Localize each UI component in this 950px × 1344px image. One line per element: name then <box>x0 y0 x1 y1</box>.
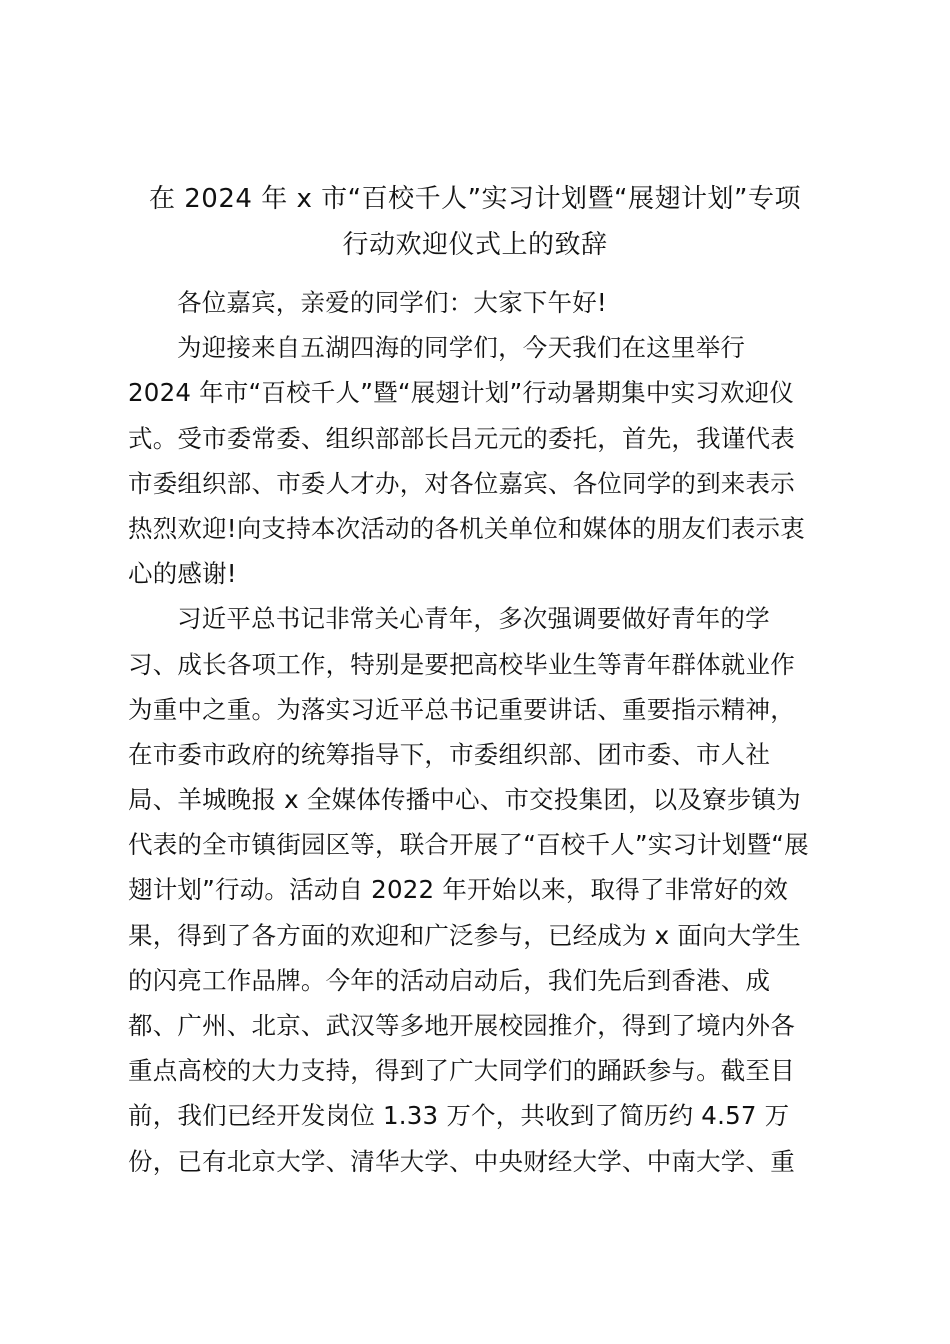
paragraph-line: 热烈欢迎!向支持本次活动的各机关单位和媒体的朋友们表示衷 <box>128 513 805 543</box>
paragraph-line: 代表的全市镇街园区等，联合开展了“百校千人”实习计划暨“展 <box>128 830 809 860</box>
paragraph-greeting <box>128 280 828 325</box>
paragraph-line: 市委组织部、市委人才办，对各位嘉宾、各位同学的到来表示 <box>128 468 795 498</box>
paragraph-line: 习近平总书记非常关心青年，多次强调要做好青年的学 <box>177 604 770 634</box>
paragraph-welcome <box>128 325 828 596</box>
paragraph-line: 的闪亮工作品牌。今年的活动启动后，我们先后到香港、成 <box>128 965 771 995</box>
paragraph-line: 果，得到了各方面的欢迎和广泛参与，已经成为 x 面向大学生 <box>128 920 801 950</box>
document-title <box>110 176 840 268</box>
paragraph-line: 局、羊城晚报 x 全媒体传播中心、市交投集团，以及寮步镇为 <box>128 785 801 815</box>
paragraph-line: 习、成长各项工作，特别是要把高校毕业生等青年群体就业作 <box>128 649 795 679</box>
paragraph-activity <box>128 596 828 1183</box>
title-line-2: 行动欢迎仪式上的致辞 <box>342 230 608 260</box>
paragraph-line: 各位嘉宾，亲爱的同学们：大家下午好! <box>177 288 607 317</box>
paragraph-line: 心的感谢! <box>128 559 237 589</box>
paragraph-line: 2024 年市“百校千人”暨“展翅计划”行动暑期集中实习欢迎仪 <box>128 378 795 408</box>
paragraph-line: 翅计划”行动。活动自 2022 年开始以来，取得了非常好的效 <box>128 875 789 905</box>
paragraph-line: 在市委市政府的统筹指导下，市委组织部、团市委、市人社 <box>128 739 771 769</box>
paragraph-line: 前，我们已经开发岗位 1.33 万个，共收到了简历约 4.57 万 <box>128 1101 790 1131</box>
document-body <box>128 280 828 1184</box>
paragraph-line: 份，已有北京大学、清华大学、中央财经大学、中南大学、重 <box>128 1146 795 1176</box>
paragraph-line: 重点高校的大力支持，得到了广大同学们的踊跃参与。截至目 <box>128 1056 795 1086</box>
paragraph-line: 为迎接来自五湖四海的同学们，今天我们在这里举行 <box>177 333 746 363</box>
paragraph-line: 式。受市委常委、组织部部长吕元元的委托，首先，我谨代表 <box>128 423 795 453</box>
paragraph-line: 为重中之重。为落实习近平总书记重要讲话、重要指示精神， <box>128 694 795 724</box>
paragraph-line: 都、广州、北京、武汉等多地开展校园推介，得到了境内外各 <box>128 1011 795 1040</box>
title-line-1: 在 2024 年 x 市“百校千人”实习计划暨“展翅计划”专项 <box>149 184 801 214</box>
